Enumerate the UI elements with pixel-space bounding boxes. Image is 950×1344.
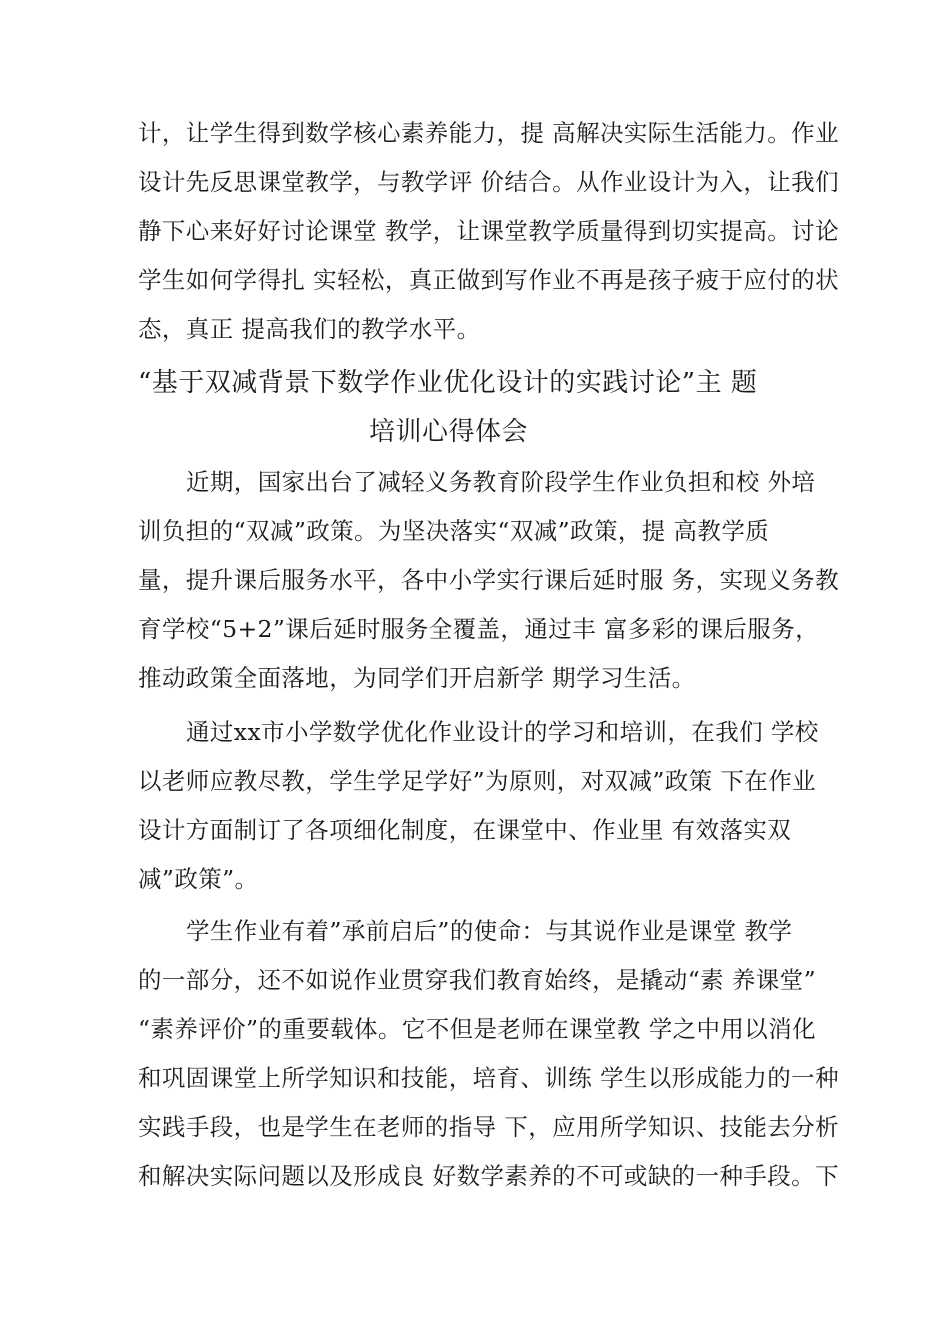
paragraph-1-line-3: 量，提升课后服务水平，各中小学实行课后延时服 务，实现义务教 [138,566,839,594]
paragraph-2-line-3: 设计方面制订了各项细化制度，在课堂中、作业里 有效落实双 [138,816,792,844]
paragraph-1-line-2: 训负担的“双减”政策。为坚决落实“双减”政策，提 高教学质 [138,517,770,545]
intro-line-2: 设计先反思课堂教学，与教学评 价结合。从作业设计为入，让我们 [138,168,839,196]
paragraph-2-line-4: 减”政策”。 [138,865,259,893]
paragraph-3-line-5: 实践手段，也是学生在老师的指导 下，应用所学知识、技能去分析 [138,1113,839,1141]
paragraph-3-line-4: 和巩固课堂上所学知识和技能，培育、训练 学生以形成能力的一种 [138,1064,839,1092]
intro-line-3: 静下心来好好讨论课堂 教学，让课堂教学质量得到切实提高。讨论 [138,217,839,245]
paragraph-3-line-2: 的一部分，还不如说作业贯穿我们教育始终，是撬动“素 养课堂” [138,966,816,994]
intro-line-4: 学生如何学得扎 实轻松，真正做到写作业不再是孩子疲于应付的状 [138,266,839,294]
intro-line-5: 态，真正 提高我们的教学水平。 [138,315,481,343]
paragraph-2-line-1: 通过xx市小学数学优化作业设计的学习和培训，在我们 学校 [186,718,819,746]
document-title-line-2: 培训心得体会 [369,417,529,447]
paragraph-3-line-3: “素养评价”的重要载体。它不但是老师在课堂教 学之中用以消化 [138,1015,816,1043]
paragraph-2-line-2: 以老师应教尽教，学生学足学好”为原则，对双减”政策 下在作业 [138,767,816,795]
paragraph-3-line-6: 和解决实际问题以及形成良 好数学素养的不可或缺的一种手段。下 [138,1162,839,1190]
intro-line-1: 计，让学生得到数学核心素养能力，提 高解决实际生活能力。作业 [138,119,839,147]
paragraph-1-line-4: 育学校“5+2”课后延时服务全覆盖，通过丰 富多彩的课后服务， [138,615,819,643]
paragraph-1-line-5: 推动政策全面落地，为同学们开启新学 期学习生活。 [138,664,696,692]
document-title-line-1: “基于双减背景下数学作业优化设计的实践讨论”主 题 [138,368,758,398]
paragraph-3-line-1: 学生作业有着”承前启后”的使命：与其说作业是课堂 教学 [186,917,793,945]
paragraph-1-line-1: 近期，国家出台了减轻义务教育阶段学生作业负担和校 外培 [186,468,816,496]
